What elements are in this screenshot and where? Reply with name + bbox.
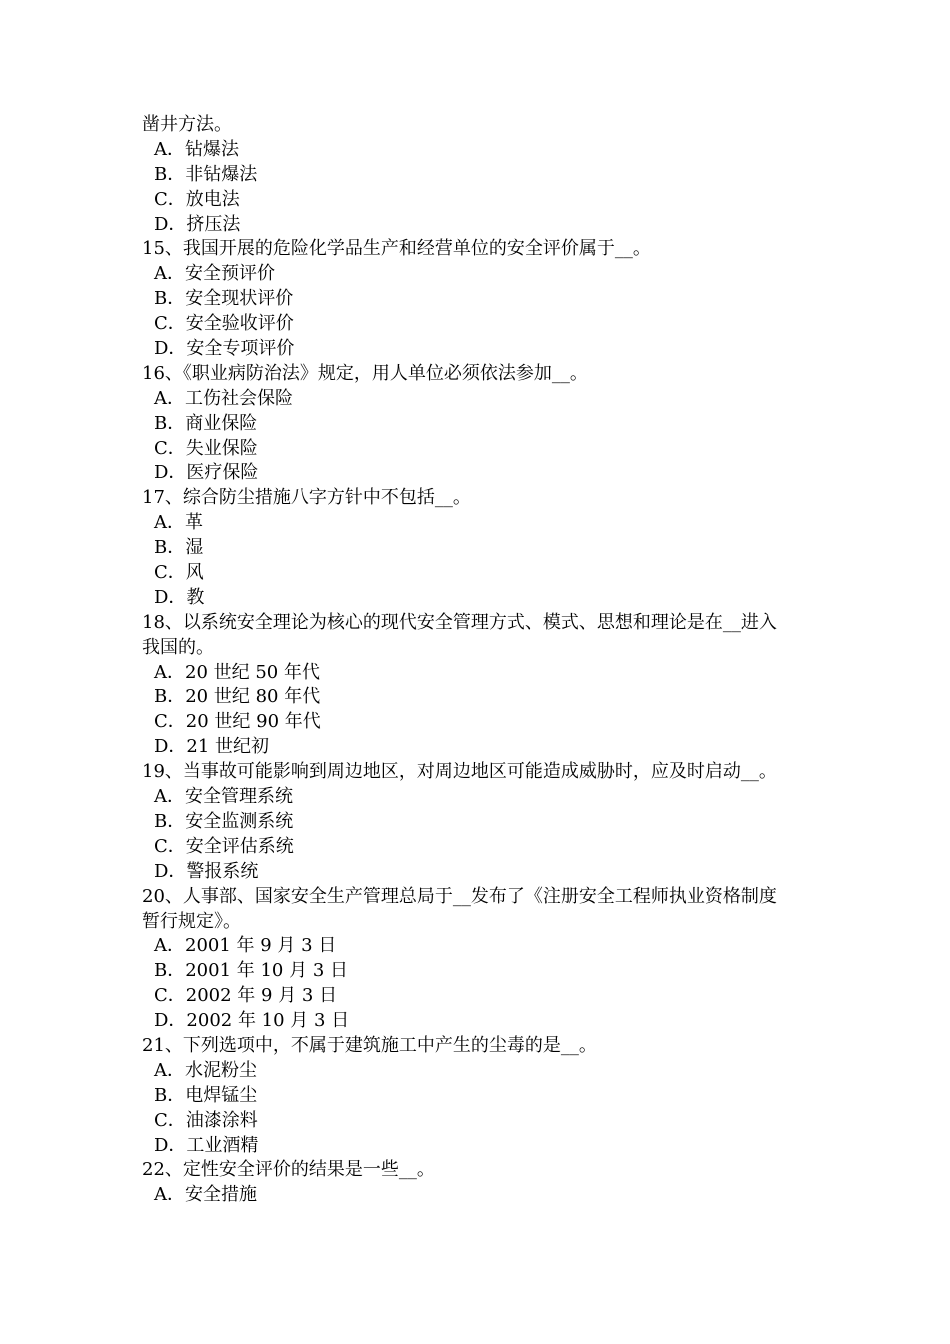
question-text: 16、《职业病防治法》规定，用人单位必须依法参加__。 [142, 362, 588, 384]
answer-option: B．湿 [154, 537, 204, 559]
answer-option: D．教 [154, 586, 205, 608]
question-text: 15、我国开展的危险化学品生产和经营单位的安全评价属于__。 [142, 238, 651, 260]
answer-option: A．2001 年 9 月 3 日 [154, 935, 337, 957]
question-list [142, 113, 822, 1208]
answer-option: B．电焊锰尘 [154, 1084, 258, 1106]
question-text: 21、下列选项中，不属于建筑施工中产生的尘毒的是__。 [142, 1034, 597, 1056]
answer-option: B．2001 年 10 月 3 日 [154, 960, 349, 982]
answer-option: C．2002 年 9 月 3 日 [154, 985, 338, 1007]
answer-option: C．风 [154, 562, 204, 584]
question-text: 20、人事部、国家安全生产管理总局于__发布了《注册安全工程师执业资格制度 [142, 885, 777, 907]
question-text: 22、定性安全评价的结果是一些__。 [142, 1159, 435, 1181]
answer-option: C．安全验收评价 [154, 313, 294, 335]
answer-option: D．安全专项评价 [154, 338, 295, 360]
answer-option: B．商业保险 [154, 412, 258, 434]
answer-option: D．2002 年 10 月 3 日 [154, 1010, 350, 1032]
question-text: 暂行规定》。 [142, 910, 241, 932]
answer-option: A．20 世纪 50 年代 [154, 661, 320, 683]
answer-option: B．非钻爆法 [154, 163, 258, 185]
answer-option: C．安全评估系统 [154, 835, 294, 857]
answer-option: D．医疗保险 [154, 462, 259, 484]
question-text: 17、综合防尘措施八字方针中不包括__。 [142, 487, 471, 509]
answer-option: A．水泥粉尘 [154, 1059, 257, 1081]
question-text: 19、当事故可能影响到周边地区，对周边地区可能造成威胁时，应及时启动__。 [142, 761, 777, 783]
answer-option: B．安全监测系统 [154, 810, 294, 832]
answer-option: A．安全管理系统 [154, 786, 293, 808]
answer-option: C．20 世纪 90 年代 [154, 711, 321, 733]
answer-option: C．放电法 [154, 188, 240, 210]
question-text: 凿井方法。 [142, 114, 232, 135]
answer-option: B．20 世纪 80 年代 [154, 686, 321, 708]
answer-option: A．革 [154, 512, 203, 534]
answer-option: A．工伤社会保险 [154, 387, 293, 409]
answer-option: A．钻爆法 [154, 138, 239, 160]
answer-option: C．油漆涂料 [154, 1109, 258, 1131]
answer-option: D．警报系统 [154, 860, 259, 882]
answer-option: D．21 世纪初 [154, 736, 270, 758]
answer-option: B．安全现状评价 [154, 288, 294, 310]
answer-option: A．安全预评价 [154, 263, 275, 285]
answer-option: A．安全措施 [154, 1184, 257, 1206]
answer-option: D．挤压法 [154, 213, 241, 235]
question-text: 18、以系统安全理论为核心的现代安全管理方式、模式、思想和理论是在__进入 [142, 611, 777, 633]
answer-option: C．失业保险 [154, 437, 258, 459]
answer-option: D．工业酒精 [154, 1134, 259, 1156]
question-text: 我国的。 [142, 636, 214, 658]
